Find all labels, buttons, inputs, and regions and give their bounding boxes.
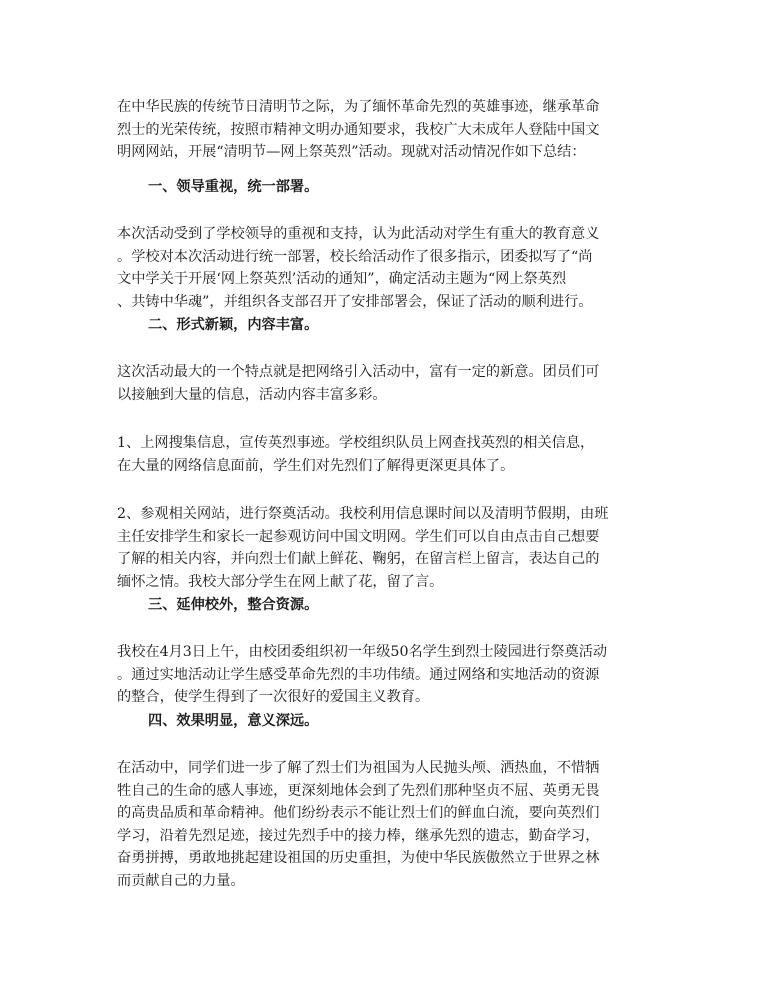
text-line: 、共铸中华魂”，并组织各支部召开了安排部署会，保证了活动的顺利进行。 xyxy=(117,293,593,310)
text-line: 文中学关于开展‘网上祭英烈’活动的通知”，确定活动主题为“网上祭英烈 xyxy=(117,271,567,287)
section-heading-1: 一、领导重视，统一部署。 xyxy=(148,179,319,195)
text-line: 的整合，使学生得到了一次很好的爱国主义教育。 xyxy=(117,689,430,705)
text-line: 本次活动受到了学校领导的重视和支持，认为此活动对学生有重大的教育意义 xyxy=(117,226,600,242)
text-line: 2、参观相关网站，进行祭奠活动。我校利用信息课时间以及清明节假期，由班 xyxy=(117,506,609,522)
section4-paragraph xyxy=(117,757,657,892)
section-heading-4: 四、效果明显，意义深远。 xyxy=(148,713,319,729)
intro-paragraph xyxy=(117,96,657,164)
text-line: 牲自己的生命的感人事迹，更深刻地体会到了先烈们那种坚贞不屈、英勇无畏 xyxy=(117,782,600,799)
section2-paragraph xyxy=(117,361,657,406)
section2-item-2 xyxy=(117,503,657,593)
text-line: 在大量的网络信息面前，学生们对先烈们了解得更深更具体了。 xyxy=(117,457,515,474)
text-line: 这次活动最大的一个特点就是把网络引入活动中，富有一定的新意。团员们可 xyxy=(117,364,600,380)
text-line: 1、上网搜集信息，宣传英烈事迹。学校组织队员上网查找英烈的相关信息， xyxy=(117,435,595,451)
section3-paragraph xyxy=(117,641,657,709)
section-heading-3: 三、延伸校外，整合资源。 xyxy=(148,597,319,613)
text-line: 了解的相关内容，并向烈士们献上鲜花、鞠躬，在留言栏上留言，表达自己的 xyxy=(117,551,600,567)
text-line: 以接触到大量的信息，活动内容丰富多彩。 xyxy=(117,386,387,403)
text-line: 。学校对本次活动进行统一部署，校长给活动作了很多指示，团委拟写了“尚 xyxy=(117,248,593,265)
text-line: 的高贵品质和革命精神。他们纷纷表示不能让烈士们的鲜血白流，要向英烈们 xyxy=(117,805,600,821)
section2-item-1 xyxy=(117,432,657,477)
text-line: 奋勇拼搏，勇敢地挑起建设祖国的历史重担，为使中华民族傲然立于世界之林 xyxy=(117,850,600,866)
text-line: 而贡献自己的力量。 xyxy=(117,872,245,889)
text-line: 缅怀之情。我校大部分学生在网上献了花，留了言。 xyxy=(117,573,444,590)
text-line: 在活动中，同学们进一步了解了烈士们为祖国为人民抛头颅、洒热血，不惜牺 xyxy=(117,760,600,776)
text-line: 学习，沿着先烈足迹，接过先烈手中的接力棒，继承先烈的遗志，勤奋学习， xyxy=(117,827,600,844)
text-line: 烈士的光荣传统，按照市精神文明办通知要求，我校广大未成年人登陆中国文 xyxy=(117,121,600,138)
section-heading-2: 二、形式新颖，内容丰富。 xyxy=(148,317,319,333)
section1-paragraph xyxy=(117,223,657,313)
text-line: 在中华民族的传统节日清明节之际，为了缅怀革命先烈的英雄事迹，继承革命 xyxy=(117,99,600,115)
text-line: 。通过实地活动让学生感受革命先烈的丰功伟绩。通过网络和实地活动的资源 xyxy=(117,666,600,683)
text-line: 主任安排学生和家长一起参观访问中国文明网。学生们可以自由点击自己想要 xyxy=(117,528,600,545)
text-line: 明网网站，开展“清明节—网上祭英烈”活动。现就对活动情况作如下总结： xyxy=(117,144,586,160)
text-line: 我校在4月3日上午，由校团委组织初一年级50名学生到烈士陵园进行祭奠活动 xyxy=(117,644,608,660)
